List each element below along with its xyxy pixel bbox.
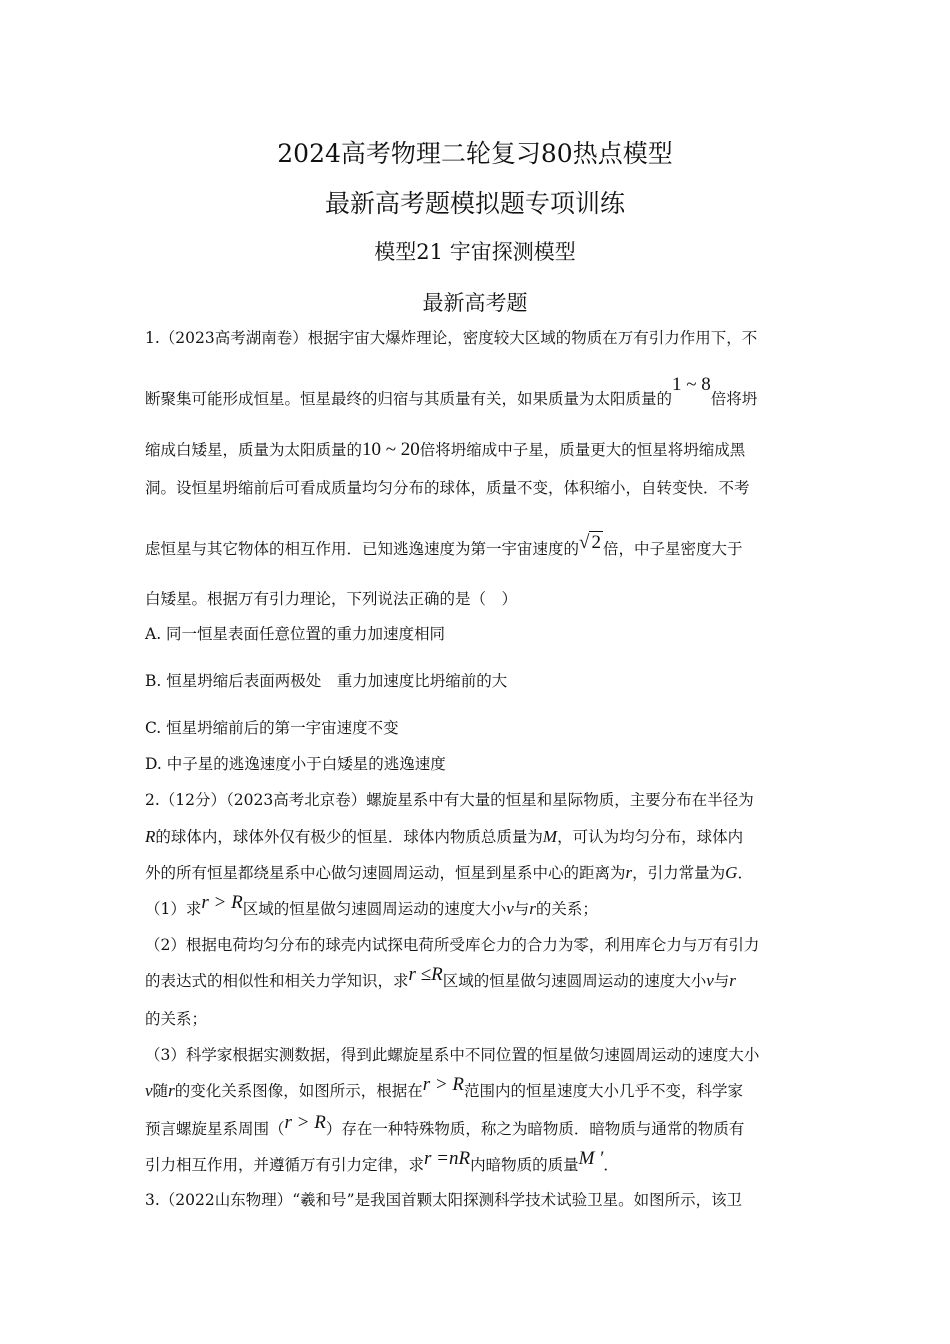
- var-v: v: [506, 899, 514, 918]
- sqrt-radicand: 2: [591, 532, 601, 553]
- math-r-eq-nR: r =nR: [424, 1148, 471, 1169]
- q2-text: 与: [513, 900, 530, 918]
- q2-text: （1）求: [145, 900, 202, 918]
- q1-line-6: 白矮星。根据万有引力理论，下列说法正确的是（ ）: [145, 590, 518, 608]
- math-r-gt-R: r > R: [284, 1112, 326, 1133]
- q1-text: 断聚集可能形成恒星。恒星最终的归宿与其质量有关，如果质量为太阳质量的: [145, 390, 673, 408]
- q2-text: ，可认为均匀分布，球体内: [557, 828, 744, 846]
- q2-text: 的球体内，球体外仅有极少的恒星．球体内物质总质量为: [155, 828, 543, 846]
- document-subtitle: 最新高考题模拟题专项训练: [324, 189, 625, 218]
- q2-text: 预言螺旋星系周围（: [145, 1120, 285, 1138]
- q1-option-c: C. 恒星坍缩前后的第一宇宙速度不变: [145, 719, 399, 737]
- q2-part-2-line-3: 的关系；: [145, 1010, 208, 1028]
- q2-text: 范围内的恒星速度大小几乎不变，科学家: [464, 1082, 744, 1100]
- var-G: G: [725, 863, 738, 882]
- model-title: 模型21 宇宙探测模型: [374, 240, 576, 264]
- q2-line-1: 2.（12分）（2023高考北京卷）螺旋星系中有大量的恒星和星际物质，主要分布在半径为: [145, 791, 754, 809]
- q1-text: 倍，中子星密度大于: [602, 540, 743, 558]
- q2-line-2: [145, 826, 743, 848]
- math-r-le-R: r ≤R: [408, 964, 443, 985]
- q3-line-1: 3.（2022山东物理）“羲和号”是我国首颗太阳探测科学技术试验卫星。如图所示，该卫: [145, 1191, 743, 1209]
- q2-part-3-line-4: [145, 1148, 619, 1176]
- document-title: 2024高考物理二轮复习80热点模型: [277, 139, 673, 168]
- q1-option-a: A. 同一恒星表面任意位置的重力加速度相同: [145, 625, 446, 643]
- section-heading: 最新高考题: [422, 291, 528, 315]
- q2-text: ．: [737, 864, 753, 882]
- var-M: M: [542, 827, 558, 846]
- math-sqrt-2: [579, 532, 603, 553]
- q2-part-3-line-2: [145, 1074, 744, 1102]
- q1-line-1: 1.（2023高考湖南卷）根据宇宙大爆炸理论，密度较大区域的物质在万有引力作用下，不: [145, 329, 758, 347]
- q1-line-4: 洞。设恒星坍缩前后可看成质量均匀分布的球体，质量不变，体积缩小，自转变快．不考: [145, 479, 750, 497]
- q2-part-3-line-1: （3）科学家根据实测数据，得到此螺旋星系中不同位置的恒星做匀速圆周运动的速度大小: [145, 1046, 760, 1064]
- q2-line-3: [145, 862, 753, 884]
- var-r: r: [625, 863, 633, 882]
- q2-text: 引力相互作用，并遵循万有引力定律，求: [145, 1156, 425, 1174]
- q2-text: 区域的恒星做匀速圆周运动的速度大小: [242, 900, 507, 918]
- q2-text: 与: [713, 972, 730, 990]
- sqrt-sign: √: [579, 532, 590, 553]
- q2-text: 随: [152, 1082, 169, 1100]
- math-10-20: 10 ~ 20: [362, 439, 420, 460]
- q2-text: 区域的恒星做匀速圆周运动的速度大小: [442, 972, 707, 990]
- q1-text: 倍将坍缩成中子星，质量更大的恒星将坍缩成黑: [419, 441, 746, 459]
- q2-part-3-line-3: [145, 1112, 745, 1140]
- q2-text: 内暗物质的质量: [470, 1156, 579, 1174]
- q2-text: 的关系；: [535, 900, 598, 918]
- var-v: v: [145, 1081, 153, 1100]
- var-v: v: [706, 971, 714, 990]
- q2-text: 的变化关系图像，如图所示，根据在: [174, 1082, 423, 1100]
- math-M-prime: M ′: [578, 1148, 604, 1169]
- var-r: r: [729, 971, 736, 990]
- math-1-8: 1 ~ 8: [672, 374, 711, 395]
- q2-text: 外的所有恒星都绕星系中心做匀速圆周运动，恒星到星系中心的距离为: [145, 864, 626, 882]
- q1-text: 倍将坍: [710, 390, 758, 408]
- q1-option-b: B. 恒星坍缩后表面两极处 重力加速度比坍缩前的大: [145, 672, 508, 690]
- q2-text: 的表达式的相似性和相关力学知识，求: [145, 972, 409, 990]
- var-r: r: [168, 1081, 175, 1100]
- math-r-gt-R: r > R: [201, 892, 243, 913]
- var-r: r: [529, 899, 536, 918]
- q1-text: 缩成白矮星，质量为太阳质量的: [145, 441, 363, 459]
- q2-text: ，引力常量为: [632, 864, 726, 882]
- var-R: R: [145, 827, 156, 846]
- math-r-gt-R: r > R: [422, 1074, 465, 1095]
- q2-part-1: [145, 892, 598, 920]
- q1-line-2: [145, 374, 758, 410]
- q1-text: 虑恒星与其它物体的相互作用．已知逃逸速度为第一宇宙速度的: [145, 540, 580, 558]
- q2-part-2-line-2: [145, 964, 736, 992]
- q2-part-2-line-1: （2）根据电荷均匀分布的球壳内试探电荷所受库仑力的合力为零，利用库仑力与万有引力: [145, 936, 760, 954]
- q2-text: ）存在一种特殊物质，称之为暗物质．暗物质与通常的物质有: [325, 1120, 745, 1138]
- q2-text: ．: [603, 1156, 619, 1174]
- q1-line-5: [145, 532, 743, 560]
- q1-line-3: [145, 439, 745, 461]
- q1-option-d: D. 中子星的逃逸速度小于白矮星的逃逸速度: [145, 755, 446, 773]
